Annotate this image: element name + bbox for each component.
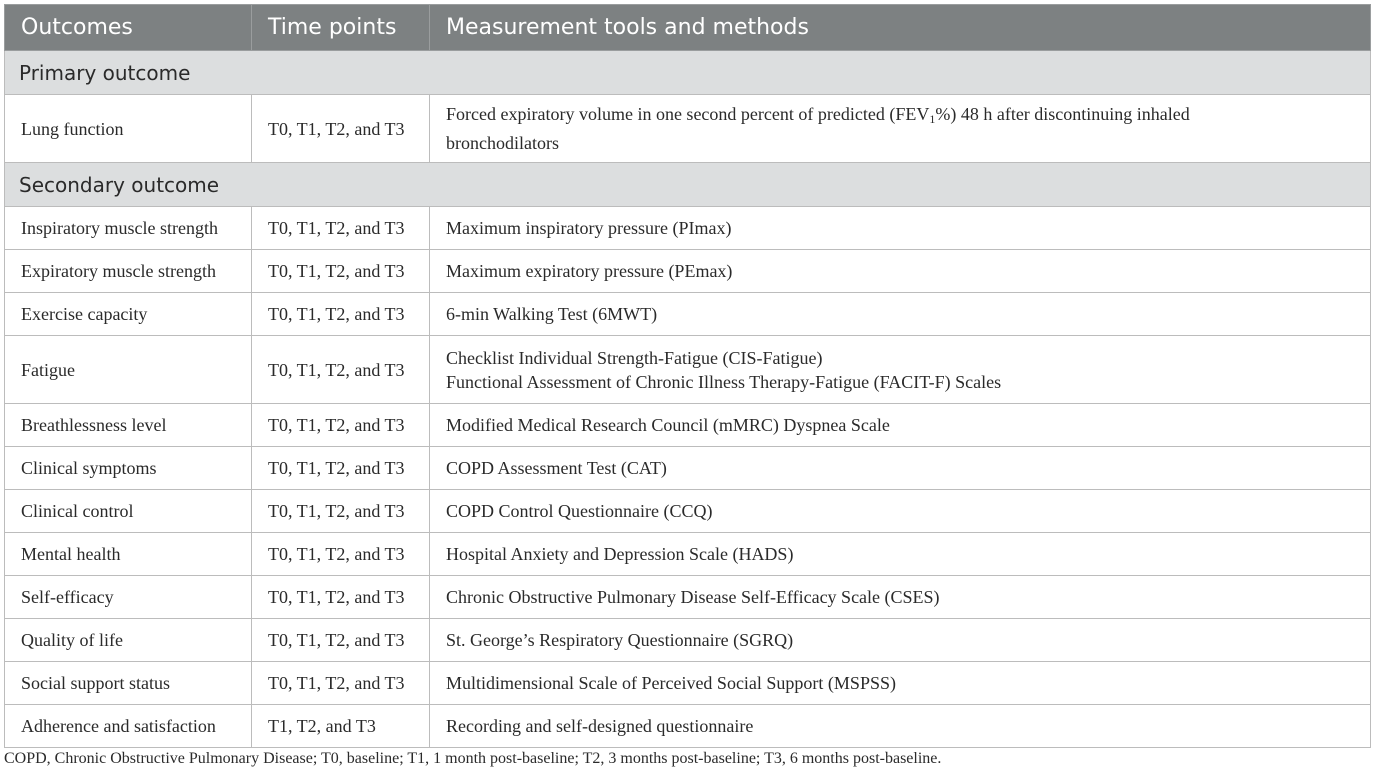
outcome-cell: Adherence and satisfaction xyxy=(5,705,252,748)
outcome-cell: Exercise capacity xyxy=(5,293,252,336)
method-cell: 6-min Walking Test (6MWT) xyxy=(430,293,1371,336)
table-row xyxy=(5,404,1371,447)
table-row xyxy=(5,447,1371,490)
time-cell: T0, T1, T2, and T3 xyxy=(252,336,430,404)
method-subscript: 1 xyxy=(929,112,936,126)
time-cell: T0, T1, T2, and T3 xyxy=(252,490,430,533)
table-row xyxy=(5,336,1371,404)
table-row xyxy=(5,207,1371,250)
method-cell: Maximum inspiratory pressure (PImax) xyxy=(430,207,1371,250)
time-cell: T1, T2, and T3 xyxy=(252,705,430,748)
time-cell: T0, T1, T2, and T3 xyxy=(252,95,430,163)
outcome-cell: Inspiratory muscle strength xyxy=(5,207,252,250)
table-row xyxy=(5,576,1371,619)
outcome-cell: Expiratory muscle strength xyxy=(5,250,252,293)
table-row xyxy=(5,95,1371,163)
outcome-cell: Social support status xyxy=(5,662,252,705)
table-row xyxy=(5,662,1371,705)
header-row xyxy=(5,5,1371,51)
method-line xyxy=(446,102,1370,131)
time-cell: T0, T1, T2, and T3 xyxy=(252,619,430,662)
time-cell: T0, T1, T2, and T3 xyxy=(252,207,430,250)
method-text-pre: Forced expiratory volume in one second percent of predicted (FEV xyxy=(446,104,930,124)
table-row xyxy=(5,250,1371,293)
outcome-cell: Fatigue xyxy=(5,336,252,404)
section-label-primary: Primary outcome xyxy=(5,51,1371,95)
time-cell: T0, T1, T2, and T3 xyxy=(252,293,430,336)
outcomes-table-container xyxy=(4,4,1370,748)
outcome-cell: Clinical symptoms xyxy=(5,447,252,490)
method-text-post: %) 48 h after discontinuing inhaled xyxy=(935,104,1190,124)
outcomes-table xyxy=(4,4,1371,748)
time-cell: T0, T1, T2, and T3 xyxy=(252,533,430,576)
time-cell: T0, T1, T2, and T3 xyxy=(252,576,430,619)
method-cell xyxy=(430,95,1371,163)
time-cell: T0, T1, T2, and T3 xyxy=(252,447,430,490)
method-cell: Recording and self-designed questionnaire xyxy=(430,705,1371,748)
header-outcomes: Outcomes xyxy=(5,5,252,51)
section-label-secondary: Secondary outcome xyxy=(5,163,1371,207)
table-row xyxy=(5,533,1371,576)
method-line-2: bronchodilators xyxy=(446,133,559,153)
time-cell: T0, T1, T2, and T3 xyxy=(252,404,430,447)
outcome-cell: Clinical control xyxy=(5,490,252,533)
method-cell: COPD Control Questionnaire (CCQ) xyxy=(430,490,1371,533)
method-cell: Hospital Anxiety and Depression Scale (HADS) xyxy=(430,533,1371,576)
header-time-points: Time points xyxy=(252,5,430,51)
table-footnote: COPD, Chronic Obstructive Pulmonary Disease; T0, baseline; T1, 1 month post-baseline; T2, 3 months post-baseline; T3, 6 months post-baseline. xyxy=(4,750,942,767)
table-row xyxy=(5,293,1371,336)
method-line: Checklist Individual Strength-Fatigue (CIS-Fatigue) xyxy=(446,347,823,368)
method-cell: St. George’s Respiratory Questionnaire (SGRQ) xyxy=(430,619,1371,662)
time-cell: T0, T1, T2, and T3 xyxy=(252,250,430,293)
outcome-cell: Quality of life xyxy=(5,619,252,662)
section-row-secondary xyxy=(5,163,1371,207)
section-row-primary xyxy=(5,51,1371,95)
method-cell: Chronic Obstructive Pulmonary Disease Self-Efficacy Scale (CSES) xyxy=(430,576,1371,619)
header-measurement-tools: Measurement tools and methods xyxy=(430,5,1371,51)
time-cell: T0, T1, T2, and T3 xyxy=(252,662,430,705)
outcome-cell: Self-efficacy xyxy=(5,576,252,619)
outcome-cell: Mental health xyxy=(5,533,252,576)
method-line-2: Functional Assessment of Chronic Illness Therapy-Fatigue (FACIT-F) Scales xyxy=(446,371,1002,392)
table-row xyxy=(5,619,1371,662)
outcome-cell: Breathlessness level xyxy=(5,404,252,447)
table-row xyxy=(5,705,1371,748)
outcome-cell: Lung function xyxy=(5,95,252,163)
method-cell: Modified Medical Research Council (mMRC) Dyspnea Scale xyxy=(430,404,1371,447)
method-cell: Multidimensional Scale of Perceived Social Support (MSPSS) xyxy=(430,662,1371,705)
method-cell: COPD Assessment Test (CAT) xyxy=(430,447,1371,490)
method-cell: Maximum expiratory pressure (PEmax) xyxy=(430,250,1371,293)
method-cell xyxy=(430,336,1371,404)
table-row xyxy=(5,490,1371,533)
